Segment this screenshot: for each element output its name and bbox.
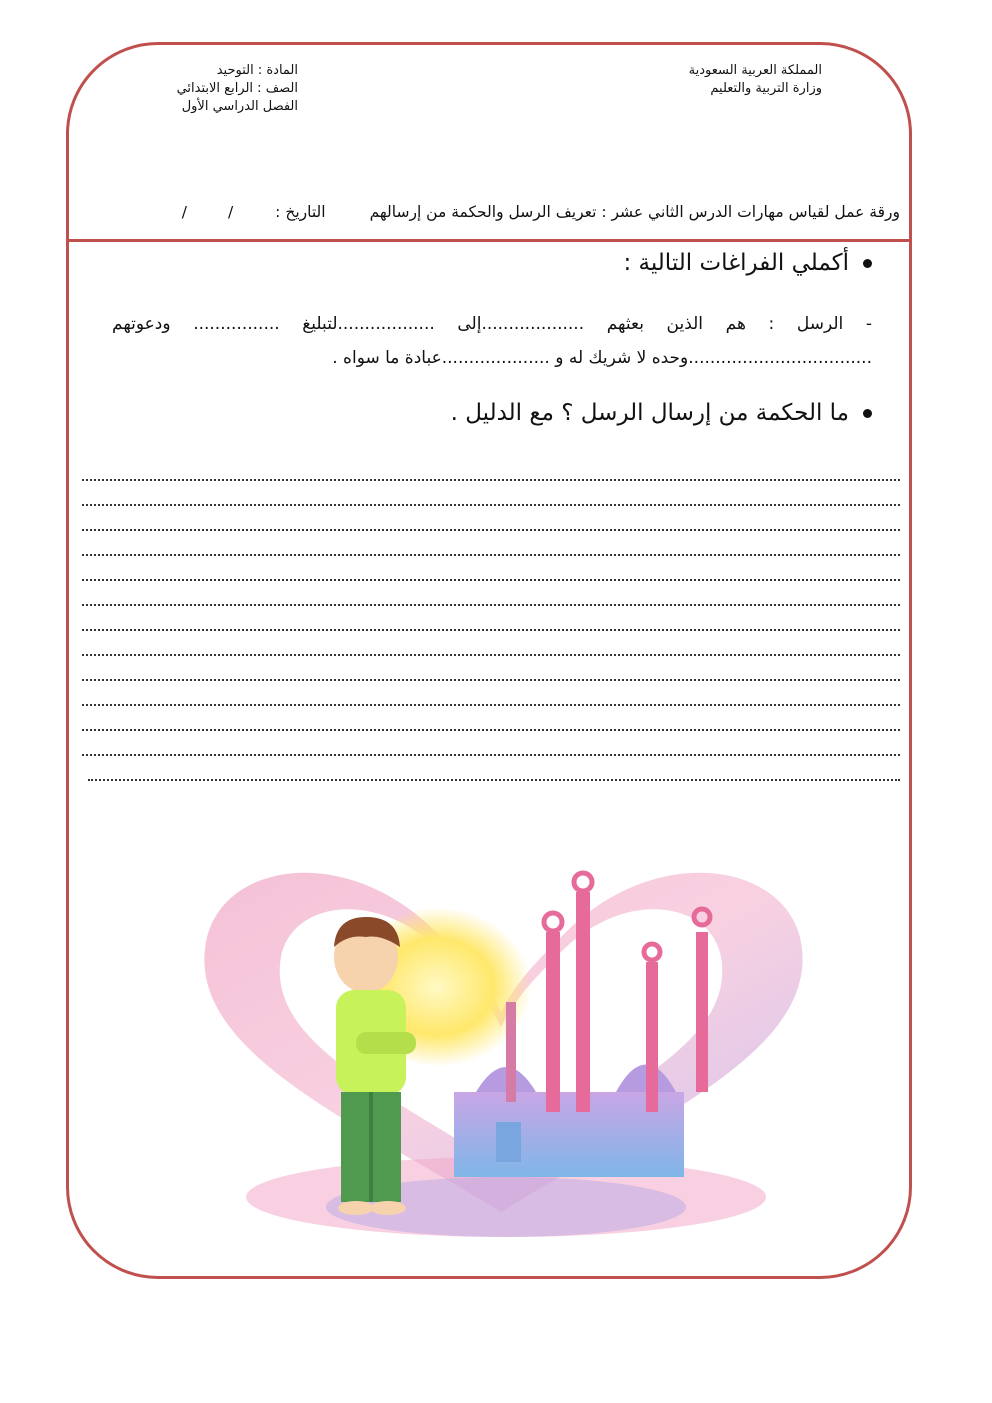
worksheet-title-row	[110, 201, 900, 223]
question-2-text: ما الحكمة من إرسال الرسل ؟ مع الدليل .	[450, 400, 849, 426]
header-subject: المادة : التوحيد	[216, 63, 298, 78]
answer-line[interactable]	[82, 731, 900, 756]
fill-in-blanks	[112, 307, 872, 375]
question-2	[451, 400, 872, 426]
answer-line[interactable]	[82, 681, 900, 706]
bullet-icon	[863, 409, 872, 418]
header-ministry-name: وزارة التربية والتعليم	[710, 81, 822, 96]
answer-line[interactable]	[82, 456, 900, 481]
header-subject-info	[0, 62, 298, 116]
answer-line[interactable]	[82, 656, 900, 681]
header-semester: الفصل الدراسي الأول	[181, 99, 298, 114]
answer-line[interactable]	[82, 606, 900, 631]
fill-line-1[interactable]: - الرسل : هم الذين بعثهم ...................إلى ..................لتبليغ ................ ودعوتهم	[112, 314, 872, 334]
answer-line[interactable]	[88, 756, 900, 781]
answer-line[interactable]	[82, 481, 900, 506]
answer-line[interactable]	[82, 581, 900, 606]
worksheet-title: ورقة عمل لقياس مهارات الدرس الثاني عشر : تعريف الرسل والحكمة من إرسالهم	[369, 203, 900, 221]
question-1-text: أكملي الفراغات التالية :	[623, 250, 849, 276]
header-divider	[66, 239, 912, 242]
answer-line[interactable]	[82, 556, 900, 581]
fill-line-2[interactable]: ..................................وحده لا شريك له و ....................عبادة ما سواه .	[332, 348, 872, 368]
answer-lines	[82, 456, 900, 781]
answer-line[interactable]	[82, 631, 900, 656]
date-label: التاريخ :	[275, 203, 326, 221]
bullet-icon	[863, 259, 872, 268]
question-1	[623, 250, 872, 276]
header-grade: الصف : الرابع الابتدائي	[176, 81, 298, 96]
answer-line[interactable]	[82, 506, 900, 531]
date-slashes: / /	[181, 203, 252, 221]
header-country: المملكة العربية السعودية	[688, 63, 822, 78]
header-ministry	[689, 62, 822, 98]
answer-line[interactable]	[82, 531, 900, 556]
answer-line[interactable]	[82, 706, 900, 731]
heart-mosque-boy-illustration	[176, 822, 826, 1262]
